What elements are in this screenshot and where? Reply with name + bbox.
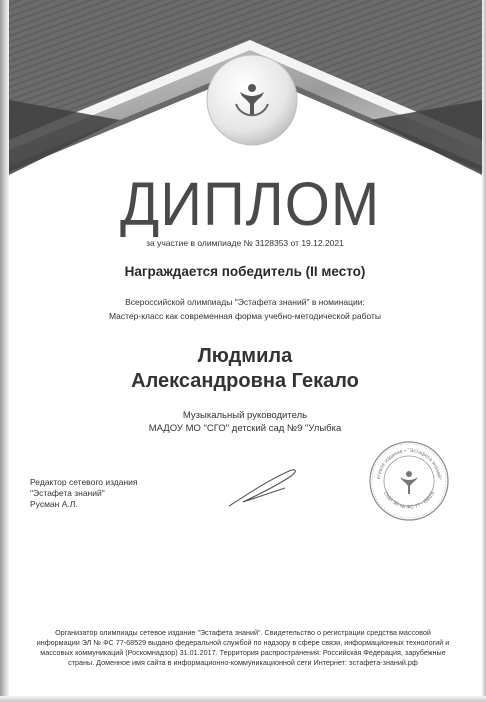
footer-line-1: Организатор олимпиады сетевое издание "Эстафета знаний". Свидетельство о регистрации средства массовой — [55, 628, 431, 637]
olympiad-description: Всероссийской олимпиады "Эстафета знаний" в номинации: — [125, 297, 365, 307]
recipient-patronymic-surname: Александровна Гекало — [131, 370, 359, 392]
scan-bottom-edge — [0, 696, 486, 702]
editor-publication: "Эстафета знаний" — [30, 488, 105, 498]
signature — [225, 462, 305, 512]
award-line: Награждается победитель (II место) — [124, 264, 366, 279]
svg-text:Сетевое издание • "Эстафета зн — [368, 440, 443, 481]
footer-line-2: информации ЭЛ № ФС 77-68529 выдано федеральной службой по надзору в сфере связи, информационных технологий и — [36, 638, 450, 647]
footer-line-3: массовых коммуникаций (Роскомнадзор) 31.01.2017. Территория распространения: Российская Федерация, зарубежные — [40, 648, 446, 657]
editor-name: Русман А.Л. — [30, 499, 78, 509]
editor-title: Редактор сетевого издания — [30, 477, 138, 487]
recipient-organization: МАДОУ МО "СГО" детский сад №9 "Улыбка — [148, 423, 342, 434]
recipient-first-name: Людмила — [197, 345, 293, 367]
stamp-bottom-text: СМИ ЭЛ № ФС 77 - 68529 — [381, 490, 437, 511]
stamp-top-text: етевое издание • "Эстафета знаний" — [376, 447, 442, 480]
nomination: Мастер-класс как современная форма учебно-методической работы — [108, 311, 382, 321]
organization-stamp — [368, 440, 450, 522]
recipient-position: Музыкальный руководитель — [182, 410, 308, 421]
diploma-title: ДИПЛОМ — [120, 170, 381, 239]
olympiad-number: за участие в олимпиаде № 3128353 от 19.12.2021 — [146, 238, 344, 248]
footer-line-4: страны. Доменное имя сайта в информационно-коммуникационной сети Интернет: эстафета-знаний.рф — [68, 658, 418, 667]
stamp-logo-icon — [400, 471, 418, 494]
